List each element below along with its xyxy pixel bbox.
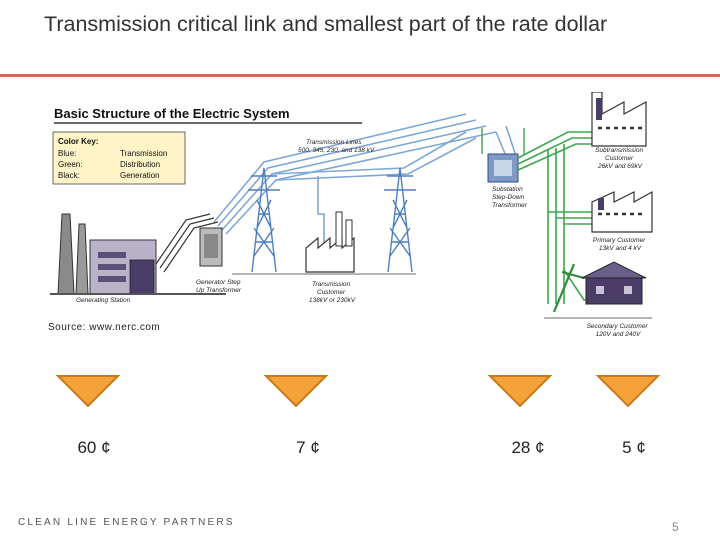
color-key-green: Green: xyxy=(58,160,83,169)
electric-system-diagram xyxy=(36,92,668,350)
label-generator-transformer: Generator Step Up Transformer xyxy=(196,279,242,294)
color-key-blue: Blue: xyxy=(58,149,77,158)
footer-logo: CLEAN LINE ENERGY PARTNERS xyxy=(18,517,235,528)
color-key-title: Color Key: xyxy=(58,137,99,146)
title-divider xyxy=(0,74,720,77)
label-subtransmission-customer: Subtransmission Customer 26kV and 69kV xyxy=(595,147,644,170)
generator-step-up-transformer xyxy=(200,228,222,266)
color-key-blue-meaning: Transmission xyxy=(120,149,168,158)
price-marker-generation xyxy=(56,374,120,408)
secondary-customer-building xyxy=(582,262,646,304)
label-secondary-customer: Secondary Customer 120V and 240V xyxy=(586,323,648,338)
price-marker-distribution xyxy=(488,374,552,408)
label-transmission-customer: Transmission Customer 138kV or 230kV xyxy=(308,281,356,304)
source-citation: Source: www.nerc.com xyxy=(48,322,161,333)
price-marker-secondary xyxy=(596,374,660,408)
primary-customer-building xyxy=(592,192,652,232)
price-distribution: 28 ¢ xyxy=(511,438,545,457)
color-key-green-meaning: Distribution xyxy=(120,160,161,169)
label-generating-station: Generating Station xyxy=(76,297,131,304)
diagram-heading: Basic Structure of the Electric System xyxy=(54,106,290,121)
transmission-customer-factory xyxy=(306,212,354,272)
page-number: 5 xyxy=(672,520,679,534)
subtransmission-customer-building xyxy=(592,92,646,146)
transmission-lines xyxy=(214,114,516,252)
slide-title: Transmission critical link and smallest part of the rate dollar xyxy=(44,12,608,36)
distribution-pole xyxy=(554,264,584,312)
price-secondary: 5 ¢ xyxy=(622,438,646,457)
substation-transformer xyxy=(482,128,524,182)
price-marker-transmission xyxy=(264,374,328,408)
label-transmission-lines: Transmission Lines 500, 345, 230, and 138 kV xyxy=(298,139,375,154)
color-key xyxy=(53,132,185,184)
label-primary-customer: Primary Customer 13kV and 4 kV xyxy=(592,237,646,252)
price-transmission: 7 ¢ xyxy=(296,438,320,457)
color-key-black: Black: xyxy=(58,171,80,180)
price-generation: 60 ¢ xyxy=(77,438,111,457)
transmission-tower-2 xyxy=(384,168,416,272)
color-key-black-meaning: Generation xyxy=(120,171,160,180)
label-substation: Substation Step-Down Transformer xyxy=(492,186,527,209)
